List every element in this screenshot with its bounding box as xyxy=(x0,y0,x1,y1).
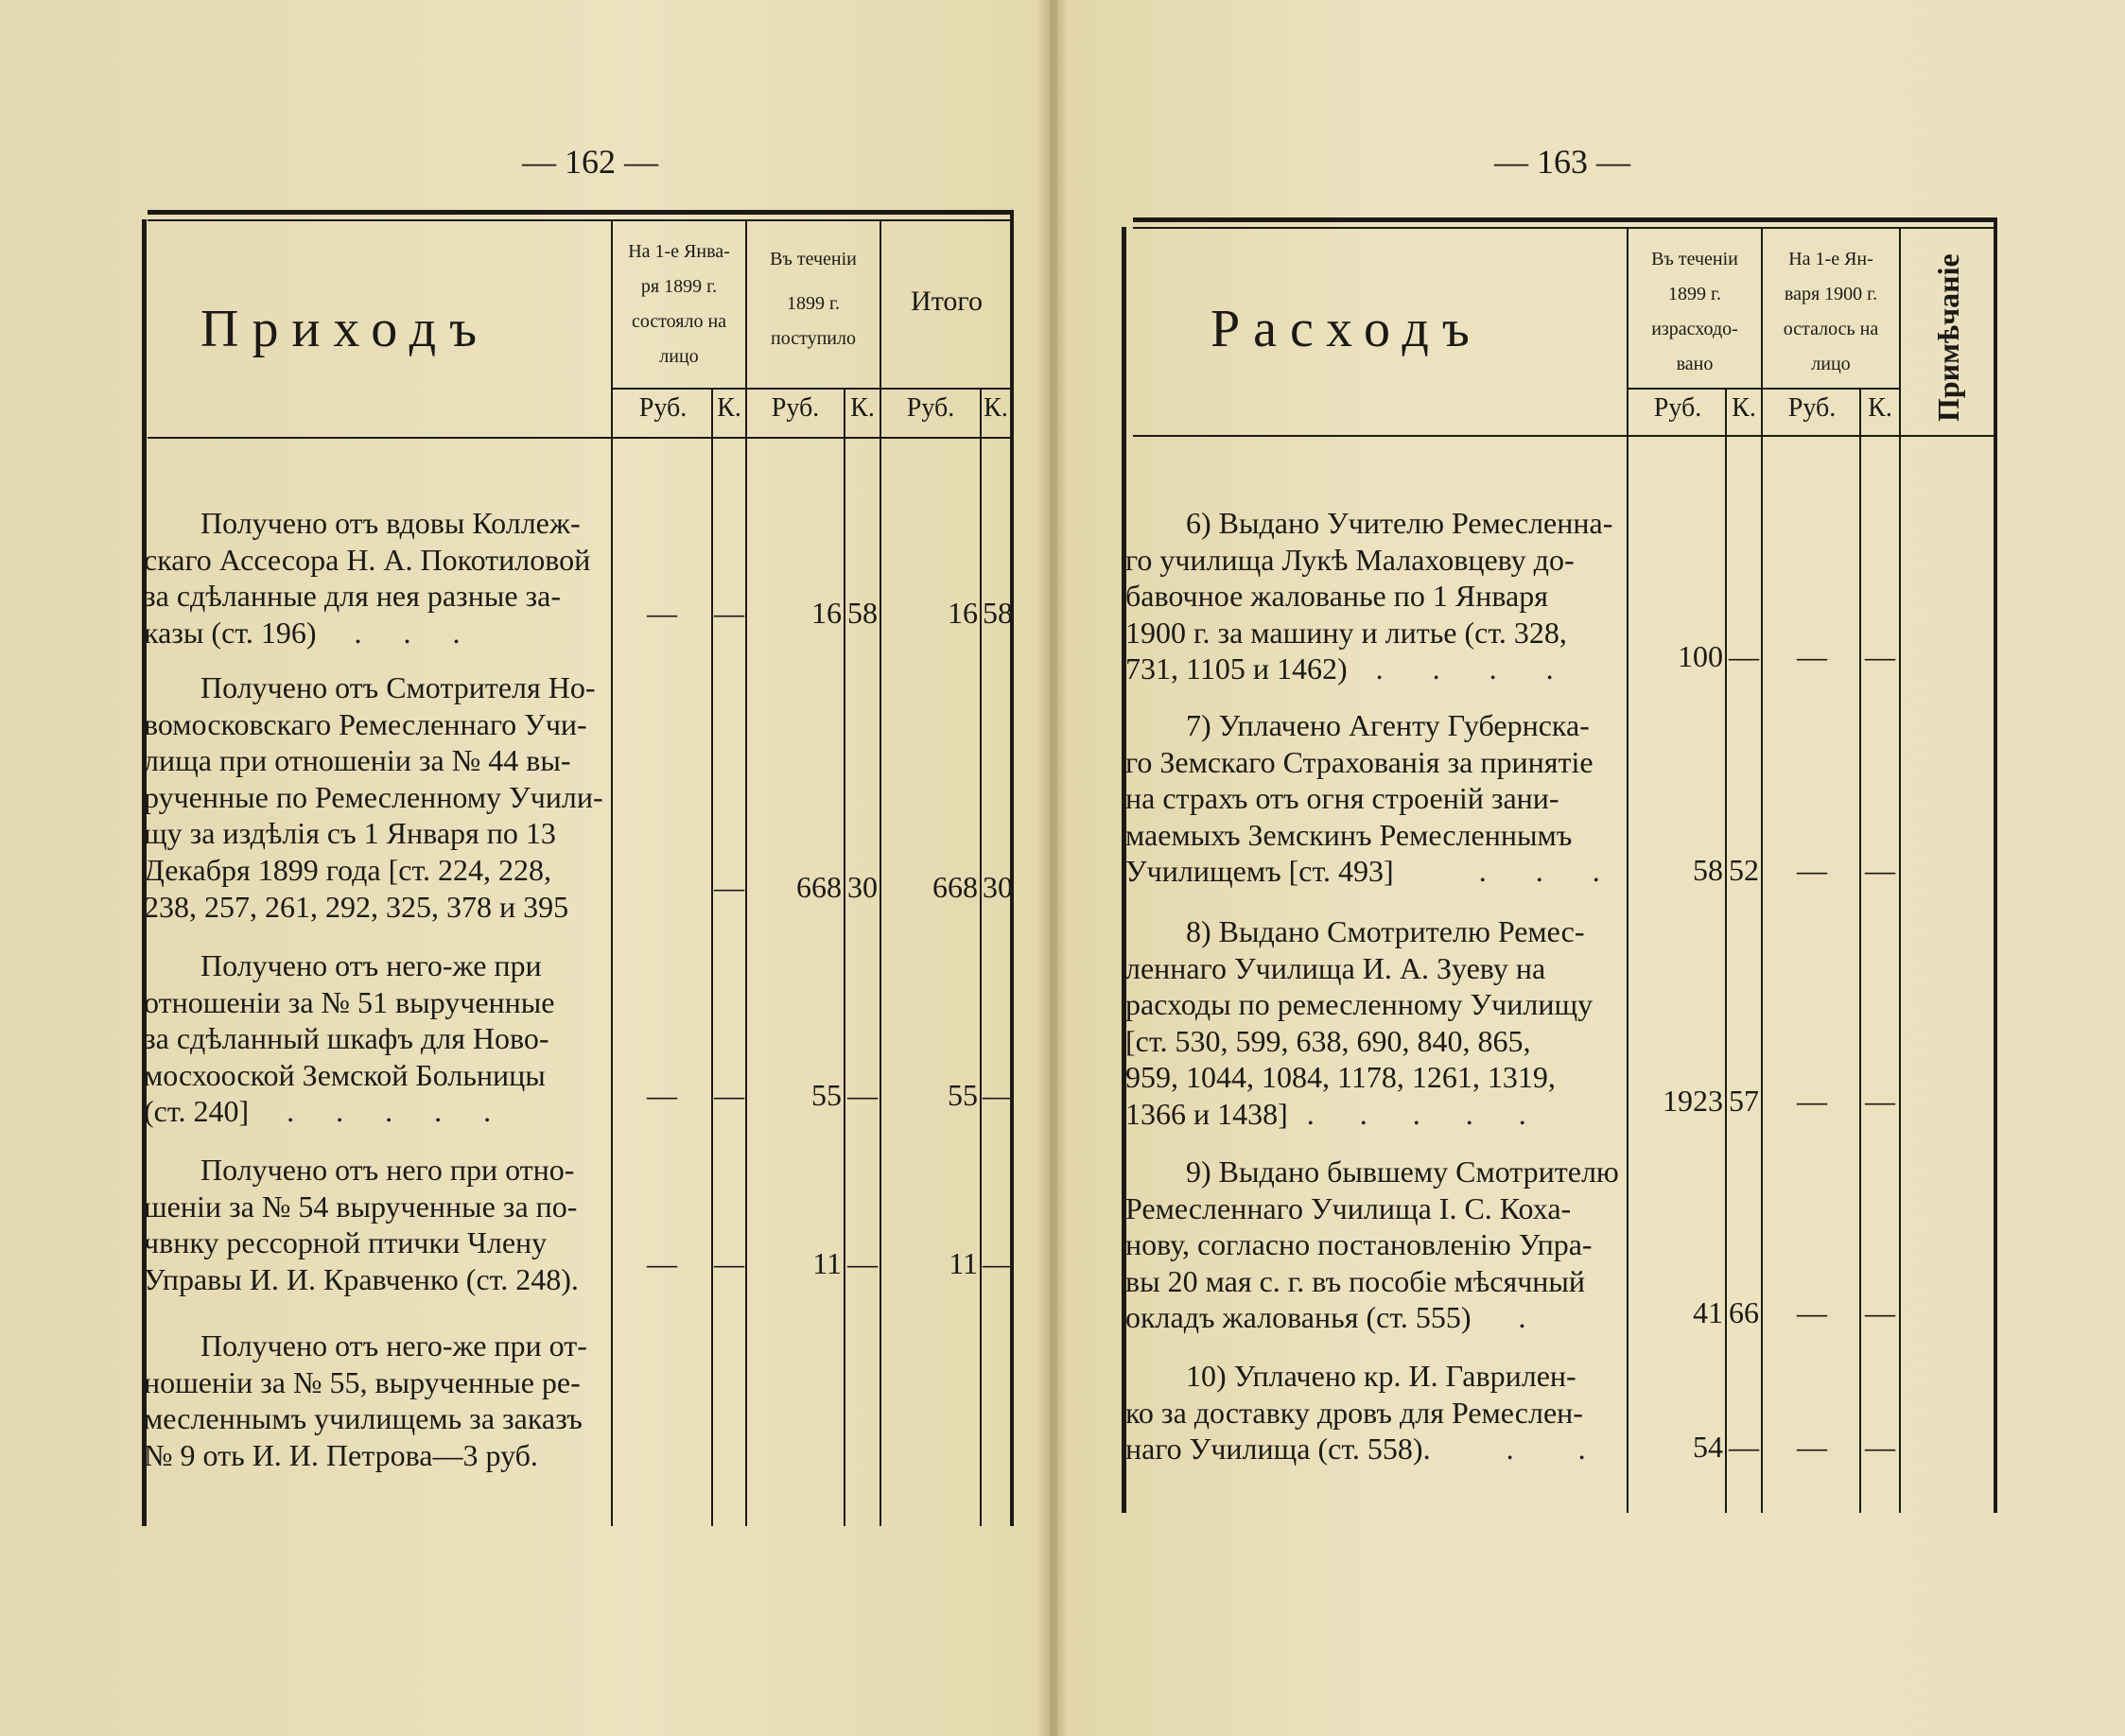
expense-entry-8: 8) Выдано Смотрителю Ремес- леннаго Училища И. А. Зуеву на расходы по ремесленному Училищу [ст. 530, 599, 638, 690, 840, 865, 959, 1044, 1084, 1178, 1261, 1319, 1366 и 1438] . . . . . xyxy=(1125,914,1594,1131)
cell-value: 1923 xyxy=(1663,1084,1723,1118)
cell-value: — xyxy=(1797,853,1827,887)
unit-kop: К. xyxy=(1732,393,1756,423)
cell-value: 30 xyxy=(847,870,878,904)
header-spent-1899: Въ теченіи 1899 г. израсходо- вано xyxy=(1651,249,1738,374)
unit-kop: К. xyxy=(984,393,1008,423)
cell-value: 57 xyxy=(1729,1084,1759,1118)
cell-value: — xyxy=(1865,1295,1895,1329)
unit-rub: Руб. xyxy=(771,393,820,423)
header-during-1899: Въ теченіи 1899 г. поступило xyxy=(770,249,857,349)
cell-value: — xyxy=(1797,639,1827,673)
cell-value: 668 xyxy=(932,870,978,904)
cell-value: — xyxy=(714,1246,744,1280)
cell-value: 55 xyxy=(811,1078,842,1112)
cell-value: — xyxy=(1865,853,1895,887)
unit-rub: Руб. xyxy=(906,393,955,423)
cell-value: — xyxy=(647,1246,677,1280)
unit-rub: Руб. xyxy=(638,393,688,423)
unit-rub: Руб. xyxy=(1653,393,1702,423)
expense-entry-6: 6) Выдано Учителю Ремесленна- го училища Лукѣ Малаховцеву до- бавочное жалованье по 1 Января 1900 г. за машину и литье (ст. 328, 731, 1105 и 1462) . . . . xyxy=(1125,506,1613,686)
income-title: Приходъ xyxy=(200,300,491,358)
cell-value: — xyxy=(1729,1430,1759,1464)
cell-value: 58 xyxy=(983,596,1013,630)
header-total: Итого xyxy=(911,286,983,317)
cell-value: 16 xyxy=(948,596,978,630)
cell-value: 55 xyxy=(948,1078,978,1112)
cell-value: 16 xyxy=(811,596,842,630)
cell-value: — xyxy=(1865,639,1895,673)
book-spine xyxy=(1036,0,1069,1736)
cell-value: — xyxy=(1797,1295,1827,1329)
expense-entry-9: 9) Выдано бывшему Смотрителю Ремесленнаго Училища І. С. Коха- нову, согласно постановленію Упра- вы 20 мая с. г. въ пособіе мѣсячный окладъ жалованья (ст. 555) . xyxy=(1125,1154,1619,1335)
cell-value: — xyxy=(983,1246,1013,1280)
income-entry-4: Получено отъ него при отно- шеніи за № 54 вырученные за по- чвнку рессорной птички Члену Управы И. И. Кравченко (ст. 248). xyxy=(144,1153,579,1296)
expense-entry-7: 7) Уплачено Агенту Губернска- го Земскаго Страхованія за принятіе на страхъ отъ огня строеній зани- маемыхъ Земскинъ Ремесленнымъ Училищемъ [ст. 493] . . . xyxy=(1125,708,1621,889)
unit-rub: Руб. xyxy=(1787,393,1837,423)
cell-value: — xyxy=(647,596,677,630)
unit-kop: К. xyxy=(850,393,875,423)
cell-value: 11 xyxy=(949,1246,978,1280)
income-entry-3: Получено отъ него-же при отношеніи за № 51 вырученные за сдѣланный шкафъ для Ново- мосхооской Земской Больницы (ст. 240] . . . . . xyxy=(144,948,555,1129)
cell-value: — xyxy=(1797,1430,1827,1464)
cell-value: 58 xyxy=(1693,853,1723,887)
cell-value: 668 xyxy=(796,870,842,904)
cell-value: 66 xyxy=(1729,1295,1759,1329)
expense-title: Расходъ xyxy=(1211,300,1483,358)
cell-value: — xyxy=(1865,1430,1895,1464)
cell-value: 54 xyxy=(1693,1430,1723,1464)
page-number-right: — 163 — xyxy=(1494,143,1630,181)
cell-value: — xyxy=(1865,1084,1895,1118)
header-note: Примѣчаніе xyxy=(1931,253,1965,422)
income-entry-1: Получено отъ вдовы Коллеж- скаго Ассесора Н. А. Покотиловой за сдѣланные для нея разные за- казы (ст. 196) . . . xyxy=(144,506,591,650)
cell-value: — xyxy=(714,596,744,630)
expense-entry-10: 10) Уплачено кр. И. Гаврилен- ко за доставку дровъ для Ремеслен- наго Училища (ст. 558). . . xyxy=(1125,1359,1614,1467)
cell-value: — xyxy=(1729,639,1759,673)
cell-value: — xyxy=(714,870,744,904)
cell-value: — xyxy=(714,1078,744,1112)
cell-value: — xyxy=(647,1078,677,1112)
cell-value: 52 xyxy=(1729,853,1759,887)
unit-kop: К. xyxy=(1868,393,1892,423)
cell-value: 100 xyxy=(1678,639,1723,673)
unit-kop: К. xyxy=(717,393,741,423)
cell-value: — xyxy=(1797,1084,1827,1118)
cell-value: 30 xyxy=(983,870,1013,904)
income-entry-5: Получено отъ него-же при от- ношеніи за № 55, вырученные ре- месленнымъ училищемь за заказъ № 9 оть И. И. Петрова—3 руб. xyxy=(144,1328,587,1472)
income-entry-2: Получено отъ Смотрителя Но- вомосковскаго Ремесленнаго Учи- лища при отношеніи за № 44 вы- рученные по Ремесленному Учили- щу за издѣлія съ 1 Января по 13 Декабря 1899 года [ст. 224, 228, 238, 257, 261, 292, 325, 378 и 395 xyxy=(144,670,603,924)
cell-value: 41 xyxy=(1693,1295,1723,1329)
header-jan1900: На 1-е Ян- варя 1900 г. осталось на лицо xyxy=(1783,249,1879,374)
page-number-left: — 162 — xyxy=(522,143,658,181)
cell-value: 11 xyxy=(812,1246,842,1280)
cell-value: — xyxy=(847,1246,878,1280)
header-jan1899: На 1-е Янва- ря 1899 г. состояло на лицо xyxy=(628,241,730,367)
cell-value: 58 xyxy=(847,596,878,630)
cell-value: — xyxy=(983,1078,1013,1112)
cell-value: — xyxy=(847,1078,878,1112)
